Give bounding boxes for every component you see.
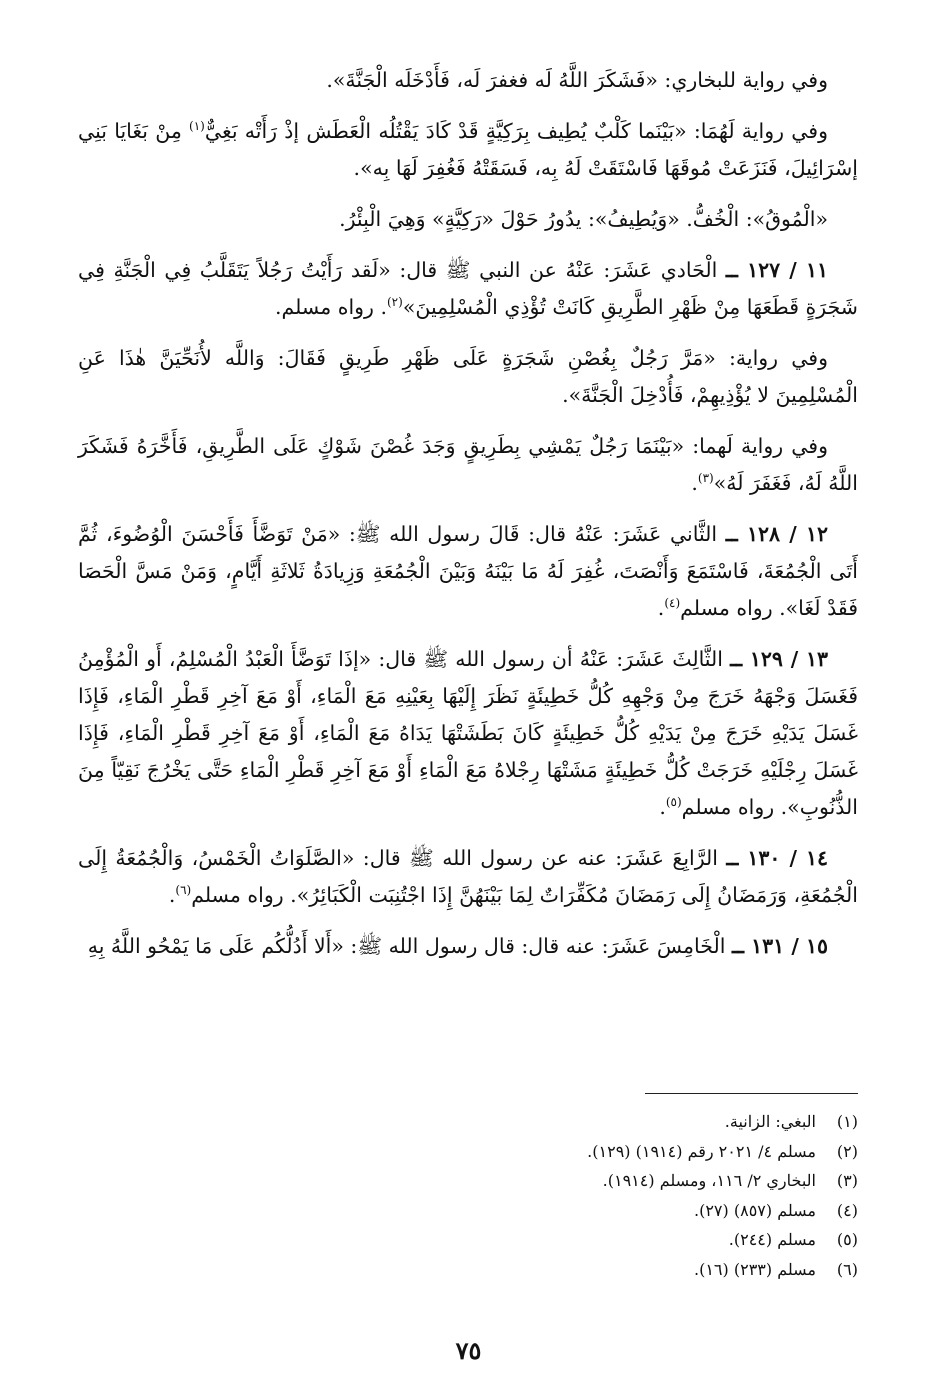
footnote-number: (٥) [836, 1230, 858, 1249]
paragraph-5 [78, 340, 858, 414]
footnote-ref: (٤) [664, 596, 681, 611]
paragraph-tail: . رواه مسلم. [274, 295, 387, 319]
footnote-6 [300, 1255, 858, 1285]
footnotes [300, 1107, 858, 1284]
footnote-text: البخاري ٢/ ١١٦، ومسلم (١٩١٤). [602, 1171, 816, 1190]
paragraph-tail: . [168, 883, 176, 907]
footnote-ref: (٢) [386, 295, 403, 310]
hadith-number: ١٥ / ١٣١ ــ [732, 934, 828, 958]
footnote-text: مسلم ٤/ ٢٠٢١ رقم (١٩١٤) (١٢٩). [587, 1141, 816, 1161]
footnote-text: مسلم (٢٣٣) (١٦). [694, 1259, 816, 1279]
footnote-text: مسلم (٢٤٤). [728, 1230, 816, 1249]
hadith-number: ١١ / ١٢٧ ــ [725, 258, 828, 282]
footnote-ref: (٥) [665, 795, 682, 810]
footnote-4 [300, 1196, 858, 1226]
footnote-ref: (١) [189, 119, 205, 134]
footnote-2 [300, 1137, 858, 1167]
paragraph-text: الثَّالِثَ عَشَرَ: عَنْهُ أن رسول الله ﷺ قال: «إذَا تَوَضَّأَ الْعَبْدُ الْمُسْلِمُ، أَو الْمُؤْمِنُ فَغَسَلَ وَجْهَهُ خَرَجَ مِنْ وَجْهِهِ كُلُّ خَطِيئَةٍ نَظَرَ إِلَيْهَا بِعَيْنِهِ مَعَ الْمَاءِ، أَوْ مَعَ آخِرِ قَطْرِ الْمَاءِ، فَإِذَا غَسَلَ يَدَيْهِ خَرَجَ مِنْ يَدَيْهِ كُلُّ خَطِيئَةٍ كَانَ بَطَشَتْهَا يَدَاهُ مَعَ الْمَاءِ، أَوْ مَعَ آخِرِ قَطْرِ الْمَاءِ، فَإِذَا غَسَلَ رِجْلَيْهِ خَرَجَتْ كُلُّ خَطِيئَةٍ مَشَتْهَا رِجْلاهُ مَعَ الْمَاءِ أَوْ مَعَ آخِرِ قَطْرِ الْمَاءِ حَتَّى يَخْرُجَ نَقِيّاً مِنَ الذُّنُوبِ». رواه مسلم [78, 647, 858, 819]
paragraph-text: الْخَامِسَ عَشَرَ: عنه قال: قال رسول الله ﷺ: «أَلا أَدُلُّكُم عَلَى مَا يَمْحُو اللَّهُ بِهِ [87, 934, 726, 958]
footnote-ref: (٣) [697, 471, 714, 486]
footnote-5 [300, 1225, 858, 1255]
hadith-number: ١٤ / ١٣٠ ــ [726, 846, 828, 870]
paragraph-text: «الْمُوقُ»: الْخُفُّ. «وَيُطِيفُ»: يدُورُ حَوْلَ «رَكِيَّةٍ» وَهِيَ الْبِئْرُ. [339, 207, 828, 231]
paragraph-text: وفي رواية للبخاري: «فَشَكَرَ اللَّهُ لَه فغفرَ لَه، فَأَدْخَلَه الْجَنَّةَ». [326, 68, 828, 92]
paragraph-text: الثَّاني عَشَرَ: عَنْهُ قال: قَالَ رسول الله ﷺ: «مَنْ تَوَضَّأَ فَأَحْسَنَ الْوُضُوءَ، ثُمَّ أَتَى الْجُمُعَةَ، فَاسْتَمَعَ وَأَنْصَتَ، غُفِرَ لَهُ مَا بَيْنَهُ وَبَيْنَ الْجُمُعَةِ وَزِيادَةُ ثَلاثَةِ أَيَّامٍ، وَمَنْ مَسَّ الْحَصَا فَقَدْ لَغَا». رواه مسلم [78, 522, 858, 620]
paragraph-1 [78, 62, 858, 99]
paragraph-tail: . [691, 471, 698, 495]
paragraph-6 [78, 428, 858, 502]
hadith-13 [78, 641, 858, 826]
footnote-number: (٢) [836, 1141, 858, 1161]
paragraph-3 [78, 201, 858, 238]
paragraph-text: وفي رواية لَهُمَا: «بَيْنَما كَلْبٌ يُطِيف بِرَكِيَّةٍ قَدْ كَادَ يَقْتُلُه الْعَطَش إذْ رَأَتْه بَغِيٌّ [204, 119, 829, 143]
footnote-number: (١) [836, 1112, 858, 1131]
footnote-number: (٣) [836, 1171, 858, 1190]
paragraph-tail: . [657, 596, 665, 620]
paragraph-text: الرَّابِعَ عَشَرَ: عنه عن رسول الله ﷺ قال: «الصَّلَوَاتُ الْخَمْسُ، وَالْجُمُعَةُ إِلَى الْجُمُعَةِ، وَرَمَضَانُ إِلَى رَمَضَانَ مُكَفِّرَاتٌ لِمَا بَيْنَهُنَّ إِذَا اجْتُنِبَت الْكَبَائِرُ». رواه مسلم [78, 846, 858, 907]
paragraph-tail: مِنْ بَغَايَا بَنِي إسْرَائِيلَ، فَنَزَعَتْ مُوقَهَا فَاسْتَقَتْ لَهُ بِه، فَسَقَتْهُ فَغُفِرَ لَهَا بِه». [78, 119, 858, 180]
hadith-11 [78, 252, 858, 326]
footnote-text: مسلم (٨٥٧) (٢٧). [694, 1200, 816, 1220]
paragraph-tail: . [659, 795, 666, 819]
footnote-1 [300, 1107, 858, 1137]
hadith-number: ١٣ / ١٢٩ ــ [730, 647, 828, 671]
hadith-12 [78, 516, 858, 627]
footnote-3 [300, 1166, 858, 1196]
footnote-ref: (٦) [175, 883, 192, 898]
page-number: ٧٥ [455, 1336, 482, 1365]
footnote-number: (٤) [836, 1200, 858, 1220]
footnote-divider [645, 1093, 858, 1094]
footnote-text: البغي: الزانية. [724, 1112, 816, 1131]
paragraph-text: وفي رواية: «مَرَّ رَجُلٌ بِغُصْنِ شَجَرَةٍ عَلَى ظَهْرِ طَرِيقٍ فَقَالَ: وَاللَّه لأُنَحِّيَنَّ هٰذَا عَنِ الْمُسْلِمِينَ لا يُؤْذِيهِمْ، فَأُدْخِلَ الْجَنَّةَ». [78, 346, 858, 407]
page-body [78, 62, 858, 979]
paragraph-text: الْحَادي عَشَرَ: عَنْهُ عن النبي ﷺ قال: «لَقد رَأَيْتُ رَجُلاً يَتَقَلَّبُ فِي الْجَنَّةِ فِي شَجَرَةٍ قَطَعَهَا مِنْ ظَهْرِ الطَّرِيقِ كَانَتْ تُؤْذِي الْمُسْلِمِينَ» [78, 258, 858, 319]
paragraph-text: وفي رواية لَهما: «بَيْنَمَا رَجُلٌ يَمْشِي بِطَرِيقٍ وَجَدَ غُصْنَ شَوْكٍ عَلَى الطَّرِيقِ، فَأَخَّرَهُ فَشَكَرَ اللَّهُ لَهُ، فَغَفَرَ لَهُ» [78, 434, 858, 495]
paragraph-2 [78, 113, 858, 187]
hadith-15 [78, 928, 858, 965]
hadith-14 [78, 840, 858, 914]
footnote-number: (٦) [836, 1259, 858, 1279]
hadith-number: ١٢ / ١٢٨ ــ [725, 522, 828, 546]
